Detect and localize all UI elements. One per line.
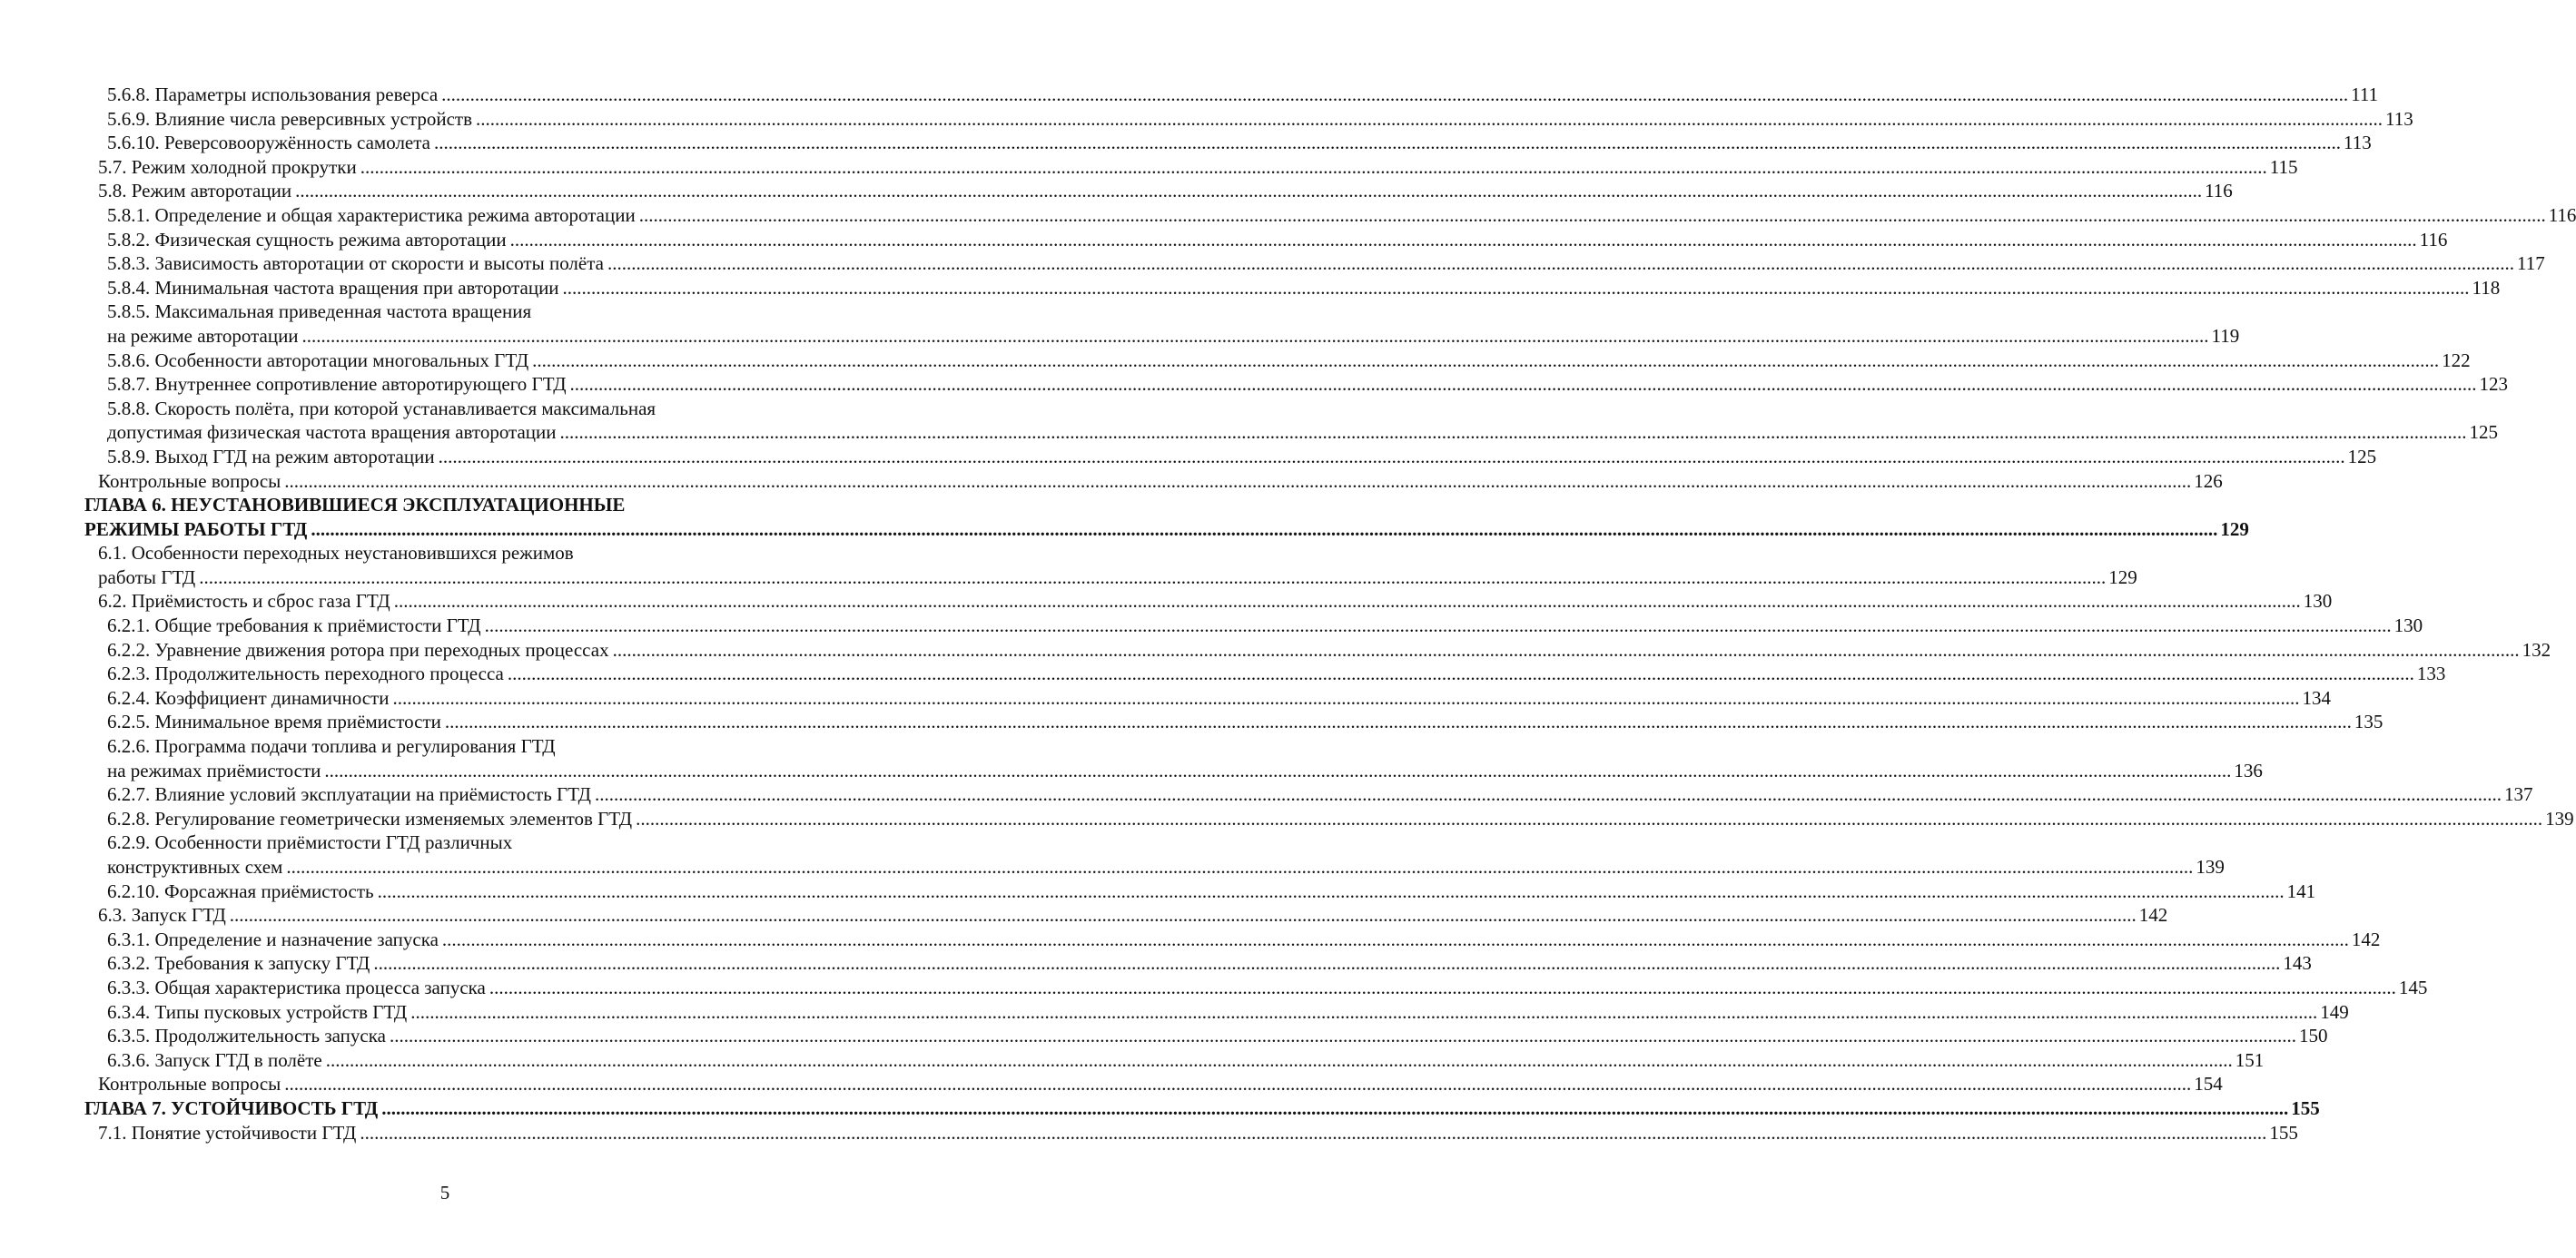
dot-leader: ................................................................................................................................................................................................................................................................................................................................................................................................................ bbox=[489, 976, 2396, 998]
toc-entry-title: ГЛАВА 7. УСТОЙЧИВОСТЬ ГТД bbox=[84, 1096, 379, 1119]
toc-entry bbox=[98, 179, 2233, 203]
toc-page-number: 139 bbox=[2545, 807, 2574, 830]
table-of-contents bbox=[84, 83, 2576, 1145]
toc-entry bbox=[107, 131, 2372, 155]
toc-entry bbox=[107, 880, 2316, 904]
toc-page-number: 117 bbox=[2516, 252, 2545, 275]
toc-entry-continuation: работы ГТД bbox=[98, 565, 196, 588]
toc-entry-title: 5.7. Режим холодной прокрутки bbox=[98, 155, 357, 178]
toc-page-number: 134 bbox=[2302, 686, 2331, 709]
toc-row bbox=[84, 300, 795, 324]
toc-entry-title: 6.3.2. Требования к запуску ГТД bbox=[107, 952, 370, 975]
toc-entry-title: 6.3. Запуск ГТД bbox=[98, 904, 226, 927]
dot-leader: ................................................................................................................................................................................................................................................................................................................................................................................................................ bbox=[562, 276, 2470, 299]
toc-row bbox=[84, 880, 2316, 904]
dot-leader: ................................................................................................................................................................................................................................................................................................................................................................................................................ bbox=[441, 84, 2349, 105]
toc-entry bbox=[98, 469, 2223, 494]
toc-entry bbox=[107, 951, 2312, 976]
toc-page-number: 155 bbox=[2291, 1096, 2320, 1119]
toc-entry bbox=[107, 1024, 2328, 1048]
toc-page-number: 129 bbox=[2108, 565, 2137, 588]
toc-entry bbox=[107, 976, 2428, 1000]
toc-entry-title: 5.6.8. Параметры использования реверса bbox=[107, 84, 439, 105]
toc-row bbox=[84, 903, 2168, 928]
toc-row bbox=[84, 493, 795, 517]
toc-entry-title: 6.2.2. Уравнение движения ротора при переходных процессах bbox=[107, 638, 609, 661]
dot-leader: ................................................................................................................................................................................................................................................................................................................................................................................................................ bbox=[612, 638, 2520, 661]
toc-page-number: 115 bbox=[2269, 155, 2298, 178]
toc-row bbox=[84, 928, 2381, 952]
toc-row bbox=[84, 782, 2533, 807]
dot-leader: ................................................................................................................................................................................................................................................................................................................................................................................................................ bbox=[559, 421, 2467, 444]
toc-page-number: 129 bbox=[2220, 517, 2249, 540]
toc-entry bbox=[107, 420, 2499, 445]
dot-leader: ................................................................................................................................................................................................................................................................................................................................................................................................................ bbox=[410, 1000, 2318, 1023]
toc-entry-title: 5.8.7. Внутреннее сопротивление авторотирующего ГТД bbox=[107, 373, 567, 396]
toc-row bbox=[84, 372, 2509, 397]
toc-entry bbox=[107, 759, 2263, 783]
toc-page-number: 111 bbox=[2351, 84, 2379, 105]
toc-row bbox=[84, 976, 2428, 1000]
toc-page-number: 142 bbox=[2351, 928, 2381, 950]
toc-row bbox=[84, 1000, 2349, 1025]
dot-leader: ................................................................................................................................................................................................................................................................................................................................................................................................................ bbox=[393, 590, 2301, 613]
toc-entry bbox=[84, 1096, 2320, 1121]
toc-page-number: 123 bbox=[2479, 373, 2509, 396]
toc-entry bbox=[107, 1000, 2349, 1025]
dot-leader: ................................................................................................................................................................................................................................................................................................................................................................................................................ bbox=[360, 1121, 2267, 1144]
toc-row bbox=[84, 1024, 2328, 1048]
toc-page-number: 113 bbox=[2344, 132, 2372, 154]
dot-leader: ................................................................................................................................................................................................................................................................................................................................................................................................................ bbox=[311, 517, 2218, 540]
toc-entry-continuation: допустимая физическая частота вращения авторотации bbox=[107, 421, 557, 444]
toc-page-number: 142 bbox=[2138, 904, 2168, 927]
toc-entry-continuation: конструктивных схем bbox=[107, 856, 283, 878]
toc-entry-title: 6.2.6. Программа подачи топлива и регулирования ГТД bbox=[107, 735, 556, 758]
toc-page-number: 125 bbox=[2347, 445, 2377, 467]
toc-entry bbox=[107, 107, 2413, 132]
toc-entry bbox=[98, 589, 2333, 614]
toc-page-number: 130 bbox=[2393, 614, 2423, 637]
dot-leader: ................................................................................................................................................................................................................................................................................................................................................................................................................ bbox=[595, 783, 2502, 806]
dot-leader: ................................................................................................................................................................................................................................................................................................................................................................................................................ bbox=[441, 928, 2349, 950]
dot-leader: ................................................................................................................................................................................................................................................................................................................................................................................................................ bbox=[636, 807, 2543, 830]
toc-entry-title: 5.8.8. Скорость полёта, при которой устанавливается максимальная bbox=[107, 397, 656, 419]
toc-entry-title: 5.8. Режим авторотации bbox=[98, 180, 292, 202]
dot-leader: ................................................................................................................................................................................................................................................................................................................................................................................................................ bbox=[638, 203, 2546, 226]
toc-entry-title: 6.3.5. Продолжительность запуска bbox=[107, 1025, 386, 1047]
dot-leader: ................................................................................................................................................................................................................................................................................................................................................................................................................ bbox=[373, 952, 2281, 975]
toc-entry bbox=[107, 710, 2384, 734]
toc-row bbox=[84, 1096, 2320, 1121]
dot-leader: ................................................................................................................................................................................................................................................................................................................................................................................................................ bbox=[444, 711, 2352, 733]
dot-leader: ................................................................................................................................................................................................................................................................................................................................................................................................................ bbox=[434, 132, 2341, 154]
toc-row bbox=[84, 614, 2423, 638]
toc-row bbox=[84, 469, 2223, 494]
toc-page-number: 116 bbox=[2548, 203, 2576, 226]
toc-entry bbox=[98, 155, 2298, 180]
dot-leader: ................................................................................................................................................................................................................................................................................................................................................................................................................ bbox=[295, 180, 2203, 202]
toc-row bbox=[84, 710, 2384, 734]
toc-entry-title: 5.8.9. Выход ГТД на режим авторотации bbox=[107, 445, 435, 467]
toc-row bbox=[84, 807, 2574, 831]
toc-entry-title: 5.8.4. Минимальная частота вращения при авторотации bbox=[107, 276, 559, 299]
toc-row bbox=[84, 107, 2413, 132]
toc-row bbox=[84, 228, 2448, 252]
toc-entry-title: 5.8.5. Максимальная приведенная частота вращения bbox=[107, 300, 532, 323]
toc-row bbox=[84, 349, 2471, 373]
toc-entry-title: Контрольные вопросы bbox=[98, 1073, 281, 1096]
dot-leader: ................................................................................................................................................................................................................................................................................................................................................................................................................ bbox=[438, 445, 2345, 467]
toc-page-number: 113 bbox=[2385, 107, 2413, 130]
toc-row bbox=[84, 397, 795, 421]
toc-entry bbox=[107, 349, 2471, 373]
toc-page-number: 149 bbox=[2320, 1000, 2349, 1023]
toc-row bbox=[84, 203, 2576, 228]
dot-leader: ................................................................................................................................................................................................................................................................................................................................................................................................................ bbox=[509, 228, 2417, 251]
dot-leader: ................................................................................................................................................................................................................................................................................................................................................................................................................ bbox=[324, 759, 2232, 781]
dot-leader: ................................................................................................................................................................................................................................................................................................................................................................................................................ bbox=[532, 349, 2440, 371]
toc-entry bbox=[107, 83, 2379, 107]
dot-leader: ................................................................................................................................................................................................................................................................................................................................................................................................................ bbox=[607, 252, 2514, 275]
toc-page-number: 126 bbox=[2194, 469, 2223, 492]
toc-row bbox=[84, 855, 2225, 880]
toc-entry-title: Контрольные вопросы bbox=[98, 469, 281, 492]
toc-entry bbox=[107, 928, 2381, 952]
toc-page-number: 145 bbox=[2398, 976, 2428, 998]
toc-entry bbox=[107, 372, 2509, 397]
dot-leader: ................................................................................................................................................................................................................................................................................................................................................................................................................ bbox=[377, 880, 2285, 902]
dot-leader: ................................................................................................................................................................................................................................................................................................................................................................................................................ bbox=[484, 614, 2392, 637]
toc-page-number: 151 bbox=[2235, 1048, 2265, 1071]
toc-row bbox=[84, 759, 2263, 783]
toc-entry bbox=[98, 1121, 2298, 1145]
toc-page-number: 139 bbox=[2196, 856, 2225, 878]
toc-row bbox=[84, 445, 2377, 469]
toc-row bbox=[84, 155, 2298, 180]
toc-entry bbox=[107, 228, 2448, 252]
toc-row bbox=[84, 324, 2240, 349]
toc-page-number: 155 bbox=[2269, 1121, 2298, 1144]
dot-leader: ................................................................................................................................................................................................................................................................................................................................................................................................................ bbox=[507, 663, 2414, 685]
toc-page-number: 116 bbox=[2205, 180, 2233, 202]
toc-row bbox=[84, 1048, 2265, 1073]
dot-leader: ................................................................................................................................................................................................................................................................................................................................................................................................................ bbox=[392, 686, 2300, 709]
toc-entry bbox=[107, 782, 2533, 807]
toc-entry bbox=[98, 1072, 2223, 1096]
toc-entry bbox=[98, 565, 2137, 590]
toc-row bbox=[84, 179, 2233, 203]
toc-entry-continuation: на режимах приёмистости bbox=[107, 759, 321, 781]
toc-page-number: 154 bbox=[2194, 1073, 2223, 1096]
toc-row bbox=[84, 276, 2501, 300]
toc-row bbox=[84, 420, 2499, 445]
toc-entry bbox=[107, 855, 2225, 880]
toc-entry-title: 5.6.9. Влияние числа реверсивных устройств bbox=[107, 107, 473, 130]
toc-row bbox=[84, 565, 2137, 590]
toc-page-number: 143 bbox=[2283, 952, 2312, 975]
toc-row bbox=[84, 638, 2551, 663]
toc-page-number: 133 bbox=[2416, 663, 2446, 685]
toc-entry-title: 6.2.5. Минимальное время приёмистости bbox=[107, 711, 441, 733]
toc-page-number: 136 bbox=[2234, 759, 2263, 781]
toc-entry-title: 6.2.7. Влияние условий эксплуатации на приёмистость ГТД bbox=[107, 783, 591, 806]
toc-row bbox=[84, 951, 2312, 976]
toc-row bbox=[84, 541, 795, 565]
toc-page-number: 150 bbox=[2298, 1025, 2328, 1047]
toc-entry-title: 6.2.10. Форсажная приёмистость bbox=[107, 880, 374, 902]
toc-page-number: 141 bbox=[2286, 880, 2316, 902]
dot-leader: ................................................................................................................................................................................................................................................................................................................................................................................................................ bbox=[569, 373, 2477, 396]
toc-entry-title: 5.8.1. Определение и общая характеристика режима авторотации bbox=[107, 203, 636, 226]
toc-row bbox=[84, 589, 2333, 614]
toc-row bbox=[84, 1072, 2223, 1096]
toc-page-number: 119 bbox=[2211, 324, 2240, 347]
toc-row bbox=[84, 830, 795, 855]
toc-page-number: 137 bbox=[2504, 783, 2533, 806]
toc-entry-continuation: на режиме авторотации bbox=[107, 324, 299, 347]
toc-page-number: 132 bbox=[2522, 638, 2551, 661]
toc-entry bbox=[107, 807, 2574, 831]
dot-leader: ................................................................................................................................................................................................................................................................................................................................................................................................................ bbox=[229, 904, 2137, 927]
toc-entry bbox=[107, 276, 2501, 300]
toc-entry bbox=[107, 686, 2331, 711]
dot-leader: ................................................................................................................................................................................................................................................................................................................................................................................................................ bbox=[476, 107, 2384, 130]
toc-entry-title: 5.8.6. Особенности авторотации многовальных ГТД bbox=[107, 349, 529, 371]
toc-page-number: 122 bbox=[2442, 349, 2471, 371]
toc-page-number: 125 bbox=[2469, 421, 2499, 444]
toc-entry bbox=[107, 324, 2240, 349]
toc-entry-title: 6.2.4. Коэффициент динамичности bbox=[107, 686, 390, 709]
toc-entry-title: 6.3.1. Определение и назначение запуска bbox=[107, 928, 439, 950]
toc-page-number: 116 bbox=[2419, 228, 2448, 251]
toc-page-number: 118 bbox=[2472, 276, 2501, 299]
toc-entry-title: 5.6.10. Реверсовооружённость самолета bbox=[107, 132, 430, 154]
toc-row bbox=[84, 131, 2372, 155]
toc-entry-title: 6.3.6. Запуск ГТД в полёте bbox=[107, 1048, 322, 1071]
toc-entry-title: 6.2.1. Общие требования к приёмистости ГТД bbox=[107, 614, 481, 637]
dot-leader: ................................................................................................................................................................................................................................................................................................................................................................................................................ bbox=[325, 1048, 2233, 1071]
dot-leader: ................................................................................................................................................................................................................................................................................................................................................................................................................ bbox=[389, 1025, 2296, 1047]
toc-row bbox=[84, 251, 2545, 276]
toc-entry-title: 6.3.4. Типы пусковых устройств ГТД bbox=[107, 1000, 408, 1023]
toc-row bbox=[84, 83, 2379, 107]
toc-entry-title: 5.8.3. Зависимость авторотации от скорости и высоты полёта bbox=[107, 252, 604, 275]
toc-entry bbox=[107, 445, 2377, 469]
toc-row bbox=[84, 686, 2331, 711]
dot-leader: ................................................................................................................................................................................................................................................................................................................................................................................................................ bbox=[199, 565, 2107, 588]
toc-entry bbox=[84, 517, 2249, 542]
toc-row bbox=[84, 1121, 2298, 1145]
toc-row bbox=[84, 517, 2249, 542]
dot-leader: ................................................................................................................................................................................................................................................................................................................................................................................................................ bbox=[284, 1073, 2192, 1096]
toc-entry-title: 6.2.9. Особенности приёмистости ГТД различных bbox=[107, 831, 513, 854]
toc-entry bbox=[107, 614, 2423, 638]
toc-entry bbox=[107, 662, 2446, 686]
dot-leader: ................................................................................................................................................................................................................................................................................................................................................................................................................ bbox=[360, 155, 2267, 178]
toc-entry-title: 7.1. Понятие устойчивости ГТД bbox=[98, 1121, 357, 1144]
toc-entry-title: 6.1. Особенности переходных неустановившихся режимов bbox=[98, 542, 574, 565]
toc-entry-title: 6.3.3. Общая характеристика процесса запуска bbox=[107, 976, 486, 998]
toc-entry-title: 6.2.8. Регулирование геометрически изменяемых элементов ГТД bbox=[107, 807, 633, 830]
dot-leader: ................................................................................................................................................................................................................................................................................................................................................................................................................ bbox=[286, 856, 2194, 878]
dot-leader: ................................................................................................................................................................................................................................................................................................................................................................................................................ bbox=[301, 324, 2209, 347]
toc-row bbox=[84, 734, 795, 759]
toc-entry-title: 6.2. Приёмистость и сброс газа ГТД bbox=[98, 590, 390, 613]
dot-leader: ................................................................................................................................................................................................................................................................................................................................................................................................................ bbox=[284, 469, 2192, 492]
toc-entry-title: 5.8.2. Физическая сущность режима авторотации bbox=[107, 228, 507, 251]
toc-row bbox=[84, 662, 2446, 686]
toc-entry bbox=[107, 203, 2576, 228]
page-number: 5 bbox=[439, 1182, 450, 1204]
toc-entry bbox=[107, 638, 2551, 663]
toc-entry-title: ГЛАВА 6. НЕУСТАНОВИВШИЕСЯ ЭКСПЛУАТАЦИОННЫЕ bbox=[84, 494, 626, 516]
toc-page-number: 135 bbox=[2354, 711, 2384, 733]
toc-entry bbox=[98, 903, 2168, 928]
toc-entry-title: 6.2.3. Продолжительность переходного процесса bbox=[107, 663, 504, 685]
toc-entry-continuation: РЕЖИМЫ РАБОТЫ ГТД bbox=[84, 517, 308, 540]
dot-leader: ................................................................................................................................................................................................................................................................................................................................................................................................................ bbox=[381, 1096, 2289, 1119]
toc-page-number: 130 bbox=[2303, 590, 2333, 613]
toc-entry bbox=[107, 1048, 2265, 1073]
toc-entry bbox=[107, 251, 2545, 276]
